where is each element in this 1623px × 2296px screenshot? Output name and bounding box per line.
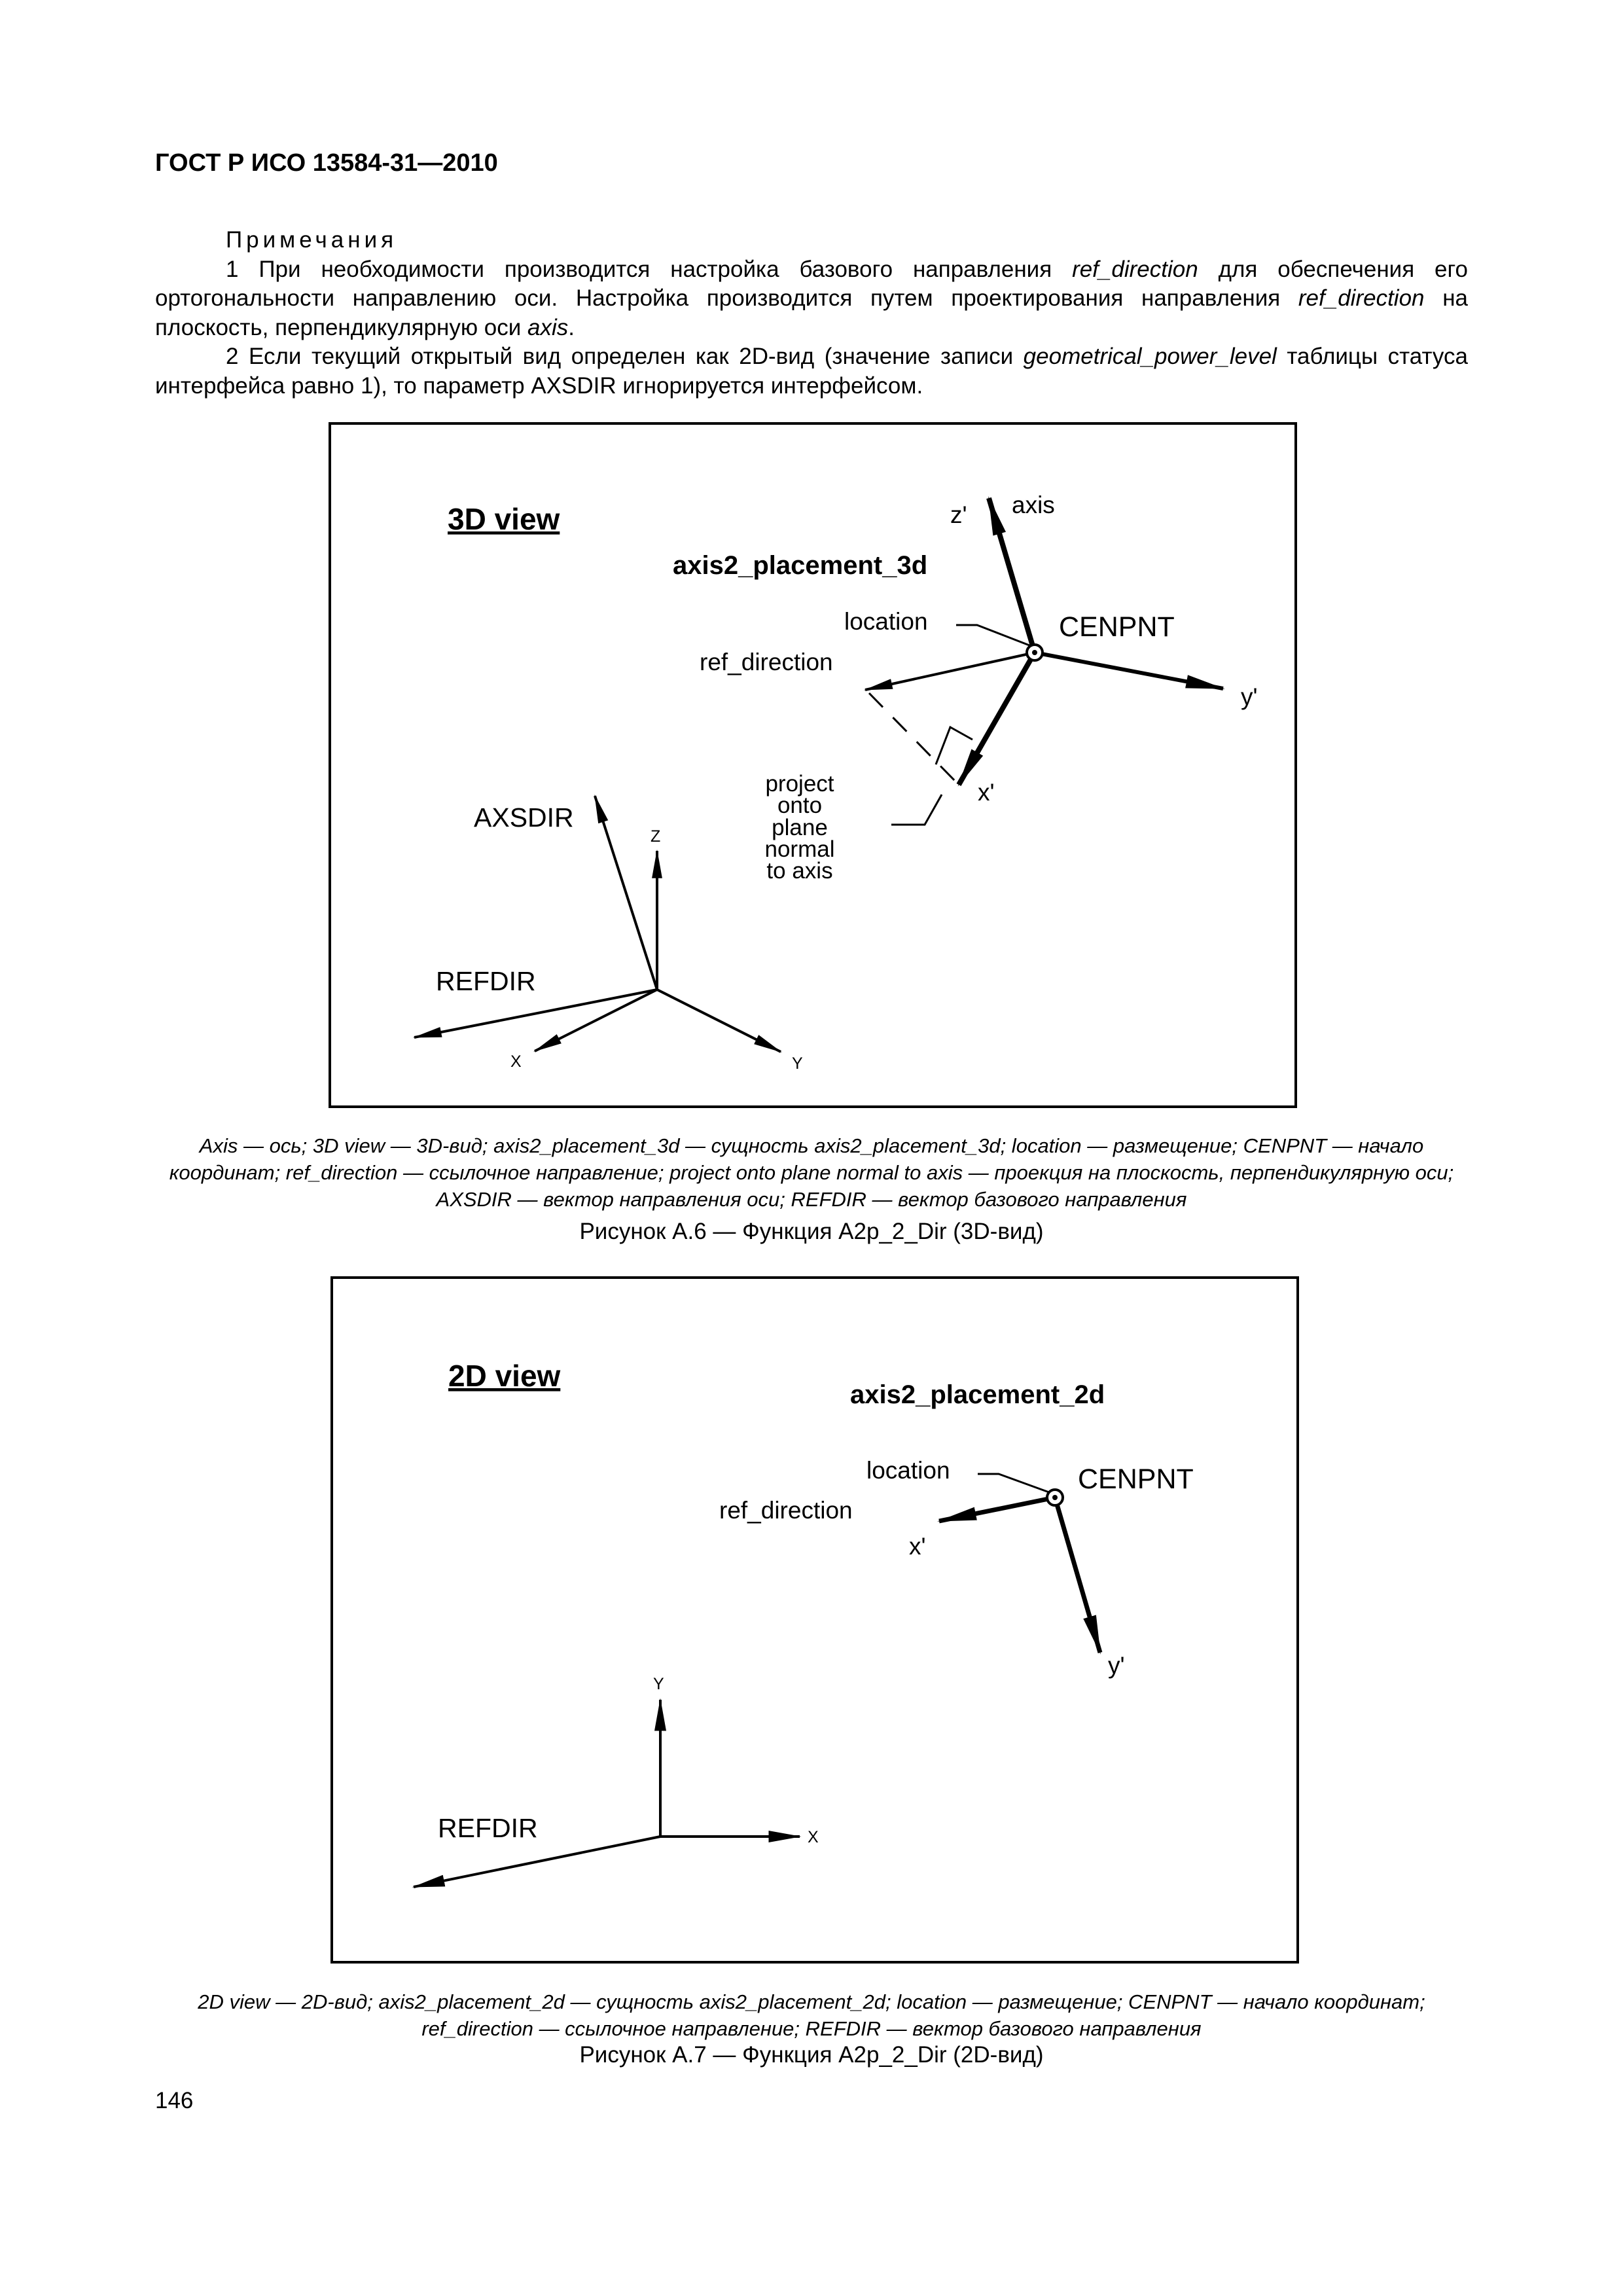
- y-arrow: [657, 990, 781, 1052]
- refdir-label: REFDIR: [438, 1813, 538, 1843]
- project-leader: [891, 795, 942, 825]
- x-label: X: [510, 1052, 522, 1071]
- figure-a7-legend: 2D view — 2D-вид; axis2_placement_2d — сущность axis2_placement_2d; location — размещение; CENPNT — начало координат; ref_direction — ссылочное направление; REFDIR — вектор базового направления: [198, 1990, 1425, 2040]
- project-line-2: onto: [777, 793, 823, 818]
- page-number: 146: [155, 2088, 194, 2113]
- figure-a7-caption: Рисунок А.7 — Функция A2p_2_Dir (2D-вид): [579, 2042, 1044, 2068]
- cenpnt-label: CENPNT: [1078, 1463, 1194, 1495]
- entity-label: axis2_placement_3d: [673, 551, 928, 580]
- view-title: 3D view: [448, 502, 560, 536]
- figure-a6-caption: Рисунок А.6 — Функция A2p_2_Dir (3D-вид): [579, 1219, 1044, 1244]
- x-prime-arrow: [939, 1498, 1055, 1521]
- note-2: 2 Если текущий открытый вид определен как 2D-вид (значение записи geometrical_power_level таблицы статуса интерфейса равно 1), то параметр AXSDIR игнорируется интерфейсом.: [155, 344, 1468, 399]
- local-axes: [939, 1474, 1100, 1653]
- cenpnt-label: CENPNT: [1059, 611, 1175, 643]
- notes-block: [155, 226, 1468, 401]
- location-label: location: [844, 608, 928, 635]
- y-prime-arrow: [1055, 1498, 1100, 1653]
- project-line-5: to axis: [766, 858, 833, 884]
- location-leader: [978, 1474, 1049, 1492]
- global-axes: [414, 1700, 800, 1887]
- project-line-3: plane: [772, 815, 828, 840]
- entity-label: axis2_placement_2d: [850, 1380, 1105, 1409]
- y-prime-label: y': [1108, 1652, 1125, 1679]
- z-label: Z: [651, 827, 661, 846]
- global-axes: [414, 796, 781, 1052]
- x-prime-arrow: [959, 653, 1035, 785]
- ref-direction-label: ref_direction: [719, 1497, 853, 1524]
- figure-a7-frame: [330, 1276, 1299, 1964]
- x-prime-label: x': [978, 779, 995, 806]
- location-leader: [956, 625, 1029, 645]
- ref-direction-arrow: [865, 653, 1035, 690]
- x-prime-label: x': [909, 1533, 926, 1560]
- axis-label: axis: [1012, 492, 1055, 518]
- local-axes: [865, 498, 1223, 825]
- figure-a6-frame: [329, 422, 1297, 1108]
- axsdir-label: AXSDIR: [474, 802, 574, 833]
- project-line-1: project: [765, 771, 834, 797]
- x-arrow: [535, 990, 657, 1051]
- right-angle-mark: [936, 727, 972, 764]
- z-prime-label: z': [950, 501, 967, 528]
- x-label: X: [808, 1828, 819, 1846]
- view-title: 2D view: [448, 1359, 561, 1393]
- y-prime-arrow: [1035, 653, 1223, 689]
- axis-arrow: [989, 498, 1035, 653]
- refdir-arrow: [414, 990, 657, 1037]
- project-note: [765, 771, 835, 884]
- y-label: Y: [653, 1675, 664, 1693]
- figure-a7-diagram: [333, 1279, 1296, 1961]
- axsdir-arrow: [595, 796, 657, 990]
- project-line-4: normal: [764, 836, 835, 862]
- location-label: location: [866, 1457, 950, 1484]
- figure-a6-legend: Axis — ось; 3D view — 3D-вид; axis2_placement_3d — сущность axis2_placement_3d; location — размещение; CENPNT — начало координат; ref_direction — ссылочное направление; project onto plane normal to axis — проекция на плоскость, перпендикулярную оси; AXSDIR — вектор направления оси; REFDIR — вектор базового направления: [169, 1134, 1454, 1211]
- refdir-label: REFDIR: [436, 966, 536, 996]
- note-1: 1 При необходимости производится настройка базового направления ref_direction для обеспечения его ортогональности направлению оси. Настройка производится путем проектирования направления ref_direction на плоскость, перпендикулярную оси axis.: [155, 256, 1468, 340]
- refdir-arrow: [414, 1837, 660, 1887]
- y-prime-label: y': [1241, 683, 1258, 710]
- y-label: Y: [792, 1054, 803, 1073]
- document-header: ГОСТ Р ИСО 13584-31—2010: [155, 149, 498, 177]
- notes-title: Примечания: [226, 227, 398, 253]
- figure-a6-diagram: [331, 425, 1294, 1105]
- ref-direction-label: ref_direction: [700, 649, 833, 675]
